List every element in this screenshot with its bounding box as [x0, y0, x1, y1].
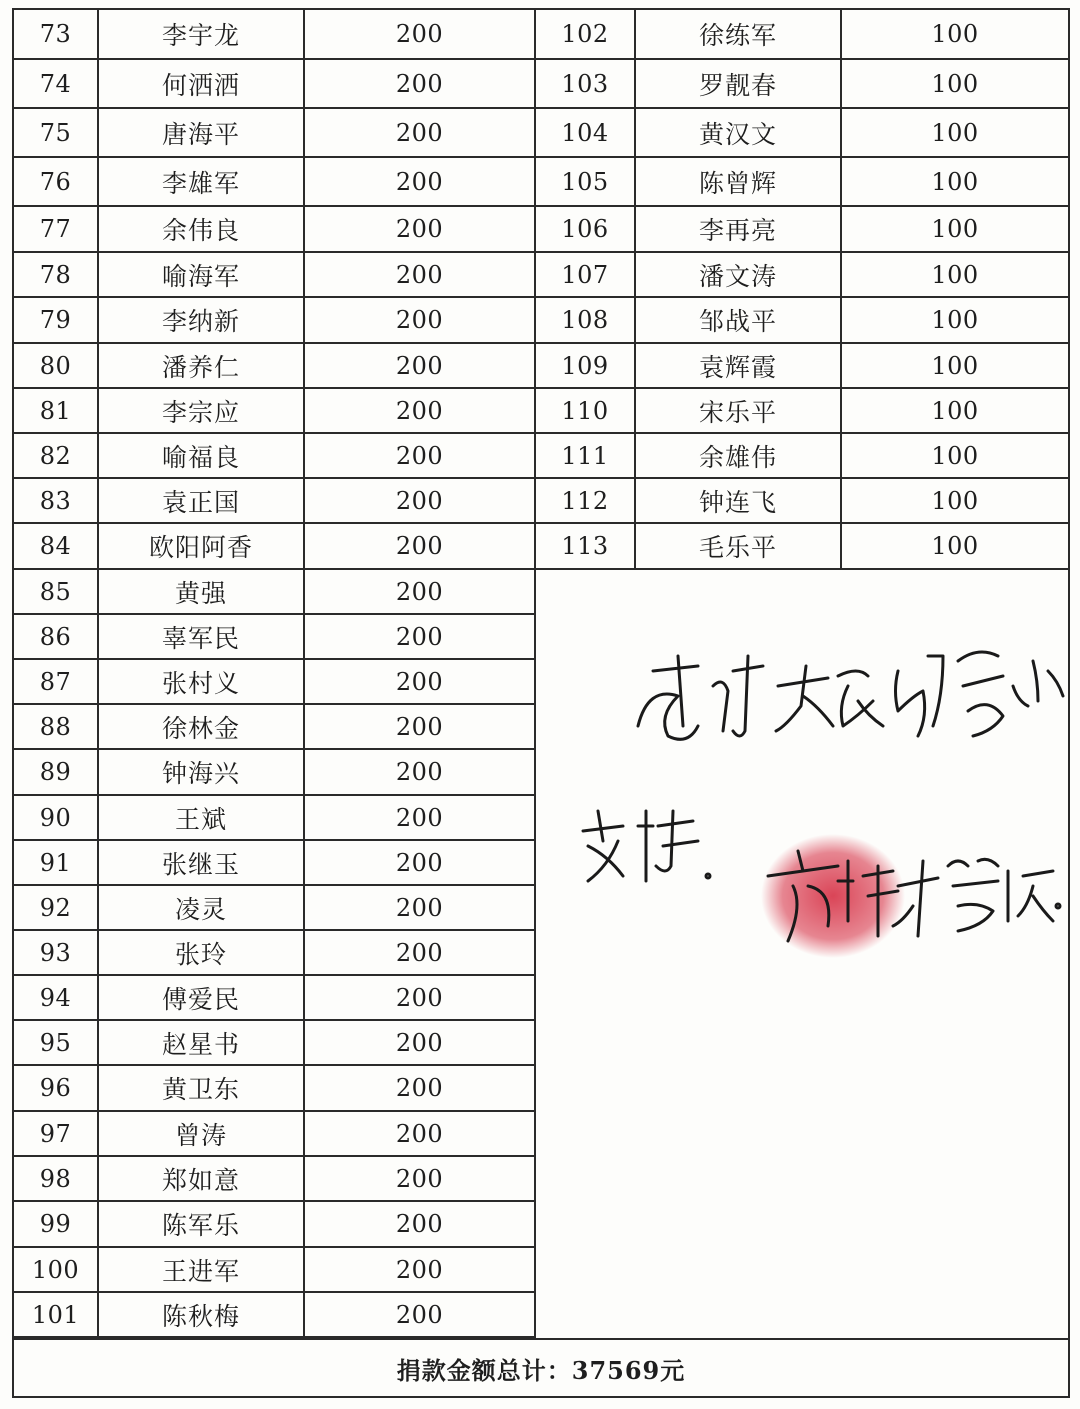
donor-name: 袁正国 — [99, 479, 305, 522]
row-number: 103 — [536, 60, 636, 107]
donor-name: 欧阳阿香 — [99, 524, 305, 568]
row-number: 106 — [536, 207, 636, 251]
row-number: 91 — [14, 841, 99, 884]
donation-amount: 200 — [305, 1293, 536, 1336]
table-row — [536, 253, 1068, 298]
table-row — [536, 344, 1068, 389]
donor-name: 唐海平 — [99, 109, 305, 156]
fingerprint-seal — [761, 834, 905, 958]
donation-amount: 100 — [931, 69, 979, 98]
table-row — [14, 615, 536, 660]
donation-amount: 200 — [305, 660, 536, 703]
donation-amount: 200 — [305, 158, 536, 205]
donor-name: 郑如意 — [99, 1157, 305, 1200]
donor-name: 钟连飞 — [636, 479, 842, 522]
handwritten-note — [538, 576, 1068, 1346]
table-row — [14, 434, 536, 479]
donor-name: 潘养仁 — [99, 344, 305, 387]
row-number: 99 — [14, 1202, 99, 1246]
donor-name: 毛乐平 — [636, 524, 842, 568]
donation-amount: 200 — [305, 1202, 536, 1246]
row-number: 79 — [14, 298, 99, 342]
donation-amount: 200 — [305, 1112, 536, 1155]
table-row — [536, 479, 1068, 524]
donation-amount: 200 — [305, 750, 536, 794]
donation-amount: 200 — [305, 570, 536, 613]
donor-name: 赵星书 — [99, 1021, 305, 1064]
row-number: 113 — [536, 524, 636, 568]
donation-amount: 200 — [305, 479, 536, 522]
donation-amount: 200 — [305, 109, 536, 156]
donor-name: 黄汉文 — [636, 109, 842, 156]
row-number: 105 — [536, 158, 636, 205]
donation-amount: 200 — [305, 886, 536, 929]
table-row — [14, 60, 536, 109]
row-number: 87 — [14, 660, 99, 703]
row-number: 78 — [14, 253, 99, 296]
row-number: 97 — [14, 1112, 99, 1155]
donation-amount: 200 — [305, 1157, 536, 1200]
donor-name: 辜军民 — [99, 615, 305, 658]
donation-amount: 200 — [305, 976, 536, 1019]
row-number: 92 — [14, 886, 99, 929]
donation-amount: 100 — [931, 118, 979, 147]
donor-name: 王斌 — [99, 796, 305, 839]
row-number: 108 — [536, 298, 636, 342]
donation-amount: 100 — [931, 260, 979, 289]
donor-name: 凌灵 — [99, 886, 305, 929]
donation-amount: 200 — [305, 60, 536, 107]
row-number: 107 — [536, 253, 636, 296]
donor-name: 张继玉 — [99, 841, 305, 884]
table-row — [536, 434, 1068, 479]
donation-amount: 100 — [931, 532, 979, 560]
row-number: 96 — [14, 1066, 99, 1110]
table-row — [14, 1248, 536, 1293]
donor-name: 陈曾辉 — [636, 158, 842, 205]
row-number: 89 — [14, 750, 99, 794]
donor-name: 余雄伟 — [636, 434, 842, 477]
donation-amount: 200 — [305, 389, 536, 432]
table-row — [14, 10, 536, 60]
row-number: 101 — [14, 1293, 99, 1336]
row-number: 112 — [536, 479, 636, 522]
donor-name: 陈秋梅 — [99, 1293, 305, 1336]
total-amount: 捐款金额总计：37569元 — [14, 1338, 1068, 1396]
donation-amount: 200 — [305, 207, 536, 251]
table-row — [536, 60, 1068, 109]
donation-amount: 100 — [931, 306, 979, 334]
donor-name: 宋乐平 — [636, 389, 842, 432]
donor-name: 黄卫东 — [99, 1066, 305, 1110]
donation-amount: 200 — [305, 1248, 536, 1291]
donation-amount: 200 — [305, 931, 536, 974]
donation-amount: 100 — [931, 20, 979, 48]
donor-name: 徐练军 — [636, 10, 842, 58]
table-row — [14, 1157, 536, 1202]
row-number: 84 — [14, 524, 99, 568]
table-row — [536, 524, 1068, 570]
donation-amount: 200 — [305, 524, 536, 568]
row-number: 109 — [536, 344, 636, 387]
right-column — [536, 10, 1068, 570]
donation-amount: 100 — [931, 486, 979, 515]
table-row — [14, 524, 536, 570]
table-row — [14, 931, 536, 976]
table-row — [14, 479, 536, 524]
table-row — [14, 796, 536, 841]
donor-name: 傅爱民 — [99, 976, 305, 1019]
table-row — [14, 207, 536, 253]
donation-amount: 200 — [305, 705, 536, 748]
donor-name: 曾涛 — [99, 1112, 305, 1155]
table-row — [536, 389, 1068, 434]
donor-name: 罗靓春 — [636, 60, 842, 107]
donation-amount: 200 — [305, 253, 536, 296]
donor-name: 李宗应 — [99, 389, 305, 432]
row-number: 75 — [14, 109, 99, 156]
row-number: 88 — [14, 705, 99, 748]
handwritten-note-image — [538, 576, 1068, 1346]
row-number: 102 — [536, 10, 636, 58]
donor-name: 王进军 — [99, 1248, 305, 1291]
table-row — [14, 1021, 536, 1066]
donor-name: 余伟良 — [99, 207, 305, 251]
row-number: 98 — [14, 1157, 99, 1200]
row-number: 77 — [14, 207, 99, 251]
row-number: 74 — [14, 60, 99, 107]
donor-name: 李宇龙 — [99, 10, 305, 58]
left-column — [14, 10, 536, 1338]
donation-amount: 200 — [305, 434, 536, 477]
donor-name: 李再亮 — [636, 207, 842, 251]
row-number: 85 — [14, 570, 99, 613]
row-number: 90 — [14, 796, 99, 839]
row-number: 110 — [536, 389, 636, 432]
donation-amount: 200 — [305, 344, 536, 387]
table-row — [14, 886, 536, 931]
table-row — [14, 705, 536, 750]
row-number: 83 — [14, 479, 99, 522]
donation-amount: 200 — [305, 10, 536, 58]
donor-name: 袁辉霞 — [636, 344, 842, 387]
donation-amount: 200 — [305, 615, 536, 658]
donation-amount: 100 — [931, 167, 979, 196]
table-row — [14, 344, 536, 389]
donation-amount: 200 — [305, 841, 536, 884]
row-number: 95 — [14, 1021, 99, 1064]
donation-amount: 200 — [305, 298, 536, 342]
table-row — [14, 1112, 536, 1157]
row-number: 73 — [14, 10, 99, 58]
row-number: 86 — [14, 615, 99, 658]
row-number: 104 — [536, 109, 636, 156]
donor-name: 张玲 — [99, 931, 305, 974]
table-row — [14, 298, 536, 344]
row-number: 82 — [14, 434, 99, 477]
donation-amount: 200 — [305, 1021, 536, 1064]
donor-name: 钟海兴 — [99, 750, 305, 794]
donor-name: 陈军乐 — [99, 1202, 305, 1246]
table-row — [14, 570, 536, 615]
donor-name: 黄强 — [99, 570, 305, 613]
table-row — [14, 109, 536, 158]
row-number: 81 — [14, 389, 99, 432]
row-number: 93 — [14, 931, 99, 974]
donor-name: 徐林金 — [99, 705, 305, 748]
donor-name: 喻海军 — [99, 253, 305, 296]
donor-name: 李雄军 — [99, 158, 305, 205]
donation-amount: 100 — [931, 441, 979, 470]
donor-name: 邹战平 — [636, 298, 842, 342]
table-row — [14, 253, 536, 298]
donation-amount: 100 — [931, 351, 979, 380]
donation-amount: 100 — [931, 215, 979, 243]
donor-name: 李纳新 — [99, 298, 305, 342]
donor-name: 喻福良 — [99, 434, 305, 477]
row-number: 100 — [14, 1248, 99, 1291]
donation-sheet — [12, 8, 1070, 1398]
table-row — [14, 976, 536, 1021]
row-number: 80 — [14, 344, 99, 387]
donor-name: 潘文涛 — [636, 253, 842, 296]
table-row — [14, 158, 536, 207]
table-row — [536, 158, 1068, 207]
table-row — [14, 841, 536, 886]
table-row — [14, 1293, 536, 1338]
row-number: 94 — [14, 976, 99, 1019]
table-row — [14, 1202, 536, 1248]
donation-amount: 200 — [305, 1066, 536, 1110]
donor-name: 何洒洒 — [99, 60, 305, 107]
table-row — [536, 207, 1068, 253]
donor-name: 张村义 — [99, 660, 305, 703]
table-row — [14, 1066, 536, 1112]
donation-amount: 200 — [305, 796, 536, 839]
table-row — [14, 750, 536, 796]
table-row — [14, 389, 536, 434]
table-row — [14, 660, 536, 705]
table-row — [536, 298, 1068, 344]
table-row — [536, 109, 1068, 158]
row-number: 76 — [14, 158, 99, 205]
donation-amount: 100 — [931, 396, 979, 425]
row-number: 111 — [536, 434, 636, 477]
table-row — [536, 10, 1068, 60]
